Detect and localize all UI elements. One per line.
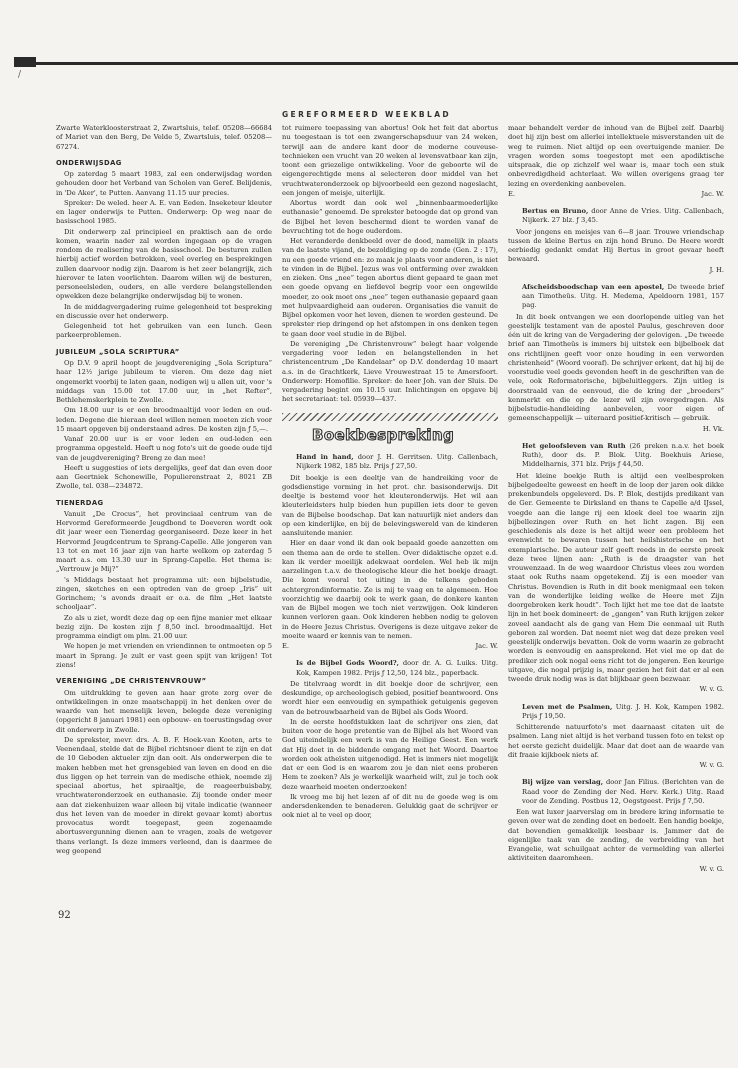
paragraph: In dit boek ontvangen we een doorlopende uitleg van het geestelijk testament van de apostel Paulus, geschreven door één uit de kring van de Vergadering der gelovigen. „De tweede brief aan Timotheüs is immers bij uitstek een bijbelboek dat ons richtlijnen geeft voor onze houding in een verworden christenheid” (Woord vooraf). De schrijver erkent, dat hij bij de voorstudie veel goeds gevonden heeft in de geschriften van de vele, ook Reformatorische, bijbeluitleggers. Zijn uitleg is doorstraald van de eenvoud, die de kring der „broeders” kenmerkt en die op de lezer wil zijn overgedragen. Als bijbelstudie-handleiding aanbevelen, voor eigen of gemeenschappelijk — uiteraard positief-kritisch — gebruik. bbox=[508, 312, 724, 423]
paragraph: Op D.V. 9 april hoopt de jeugdvereniging „Sola Scriptura” haar 12½ jarige jubileum te vieren. Om deze dag niet ongemerkt voorbij te laten gaan, nodigen wij u allen uit, voor 's middags van 15.00 tot 17.00 uur, in „het Refter”, Bethlehemskerkplein te Zwolle. bbox=[56, 359, 272, 404]
section-title: Boekbespreking bbox=[312, 425, 455, 444]
book-meta: Uitg. J. H. Kok, Kampen 1982. Prijs ƒ 19,50. bbox=[522, 702, 724, 720]
paragraph: Schitterende natuurfoto's met daarnaast citaten uit de psalmen. Lang niet altijd is het verband tussen foto en tekst op het eerste gezicht duidelijk. Maar dat doet aan de waarde van dit fraaie kijkboek niets af. bbox=[508, 723, 724, 759]
signature: Jac. W. bbox=[475, 642, 498, 651]
book-title: Hand in hand, bbox=[296, 453, 354, 462]
book-meta: (26 preken n.a.v. het boek Ruth), door ds. P. Blok. Uitg. Boekhuis Ariese, Middelharnis, 371 blz. Prijs ƒ 44,50. bbox=[522, 441, 724, 469]
book-entry bbox=[508, 207, 724, 226]
signature: J. H. bbox=[709, 265, 724, 274]
paragraph: De vereniging „De Christenvrouw” belegt haar volgende vergadering voor leden en belangstellenden in het christencentrum „De Kandelaar” op D.V. donderdag 10 maart a.s. in de Grachtkerk, Lieve Vrouwestraat 15 te Amersfoort. Onderwerp: Homofilie. Spreker: de heer Joh. van der Sluis. De vergadering begint om 10.15 uur. Inlichtingen en opgave bij het secretariaat: tel. 05939—437. bbox=[282, 339, 498, 404]
column-right bbox=[508, 124, 724, 880]
book-meta: door Jan Filius. (Berichten van de Raad voor de Zending der Ned. Herv. Kerk.) Uitg. Raad voor de Zending. Postbus 12, Oegstgeest. Prijs ƒ 7,50. bbox=[522, 778, 724, 805]
heading-tienerdag: TIENERDAG bbox=[56, 498, 104, 507]
book-meta: De tweede brief aan Timotheüs. Uitg. H. Medema, Apeldoorn 1981, 157 pag. bbox=[522, 282, 724, 310]
signature: H. Vk. bbox=[702, 424, 724, 433]
paragraph: Abortus wordt dan ook wel „binnenbaarmoederlijke euthanasie” genoemd. De sprekster betoogde dat op grond van de Bijbel het leven beschermd dient te worden vanaf de bevruchting tot de hoge ouderdom. bbox=[282, 199, 498, 235]
paragraph: Zo als u ziet, wordt deze dag op een fijne manier met elkaar bezig zijn. De kosten zijn ƒ 8,50 incl. broodmaaltijd. Het programma eindigt om plm. 21.00 uur. bbox=[56, 613, 272, 641]
page-top-rule bbox=[14, 62, 738, 65]
book-entry bbox=[508, 778, 724, 806]
paragraph: Op zaterdag 5 maart 1983, zal een onderwijsdag worden gehouden door het Verband van Scholen van Geref. Belijdenis, in 'De Aker', te Putten. Aanvang 11.15 uur precies. bbox=[56, 170, 272, 197]
paragraph: Gelegenheid tot het gebruiken van een lunch. Geen parkeerproblemen. bbox=[56, 322, 272, 340]
book-title: Bij wijze van verslag, bbox=[522, 778, 604, 787]
paragraph: 's Middags bestaat het programma uit: een bijbelstudie, zingen, sketches en een optreden van de groep „Iris” uit Gorinchem; 's avonds draait er o.a. de film „Het laatste schooljaar”. bbox=[56, 575, 272, 612]
corner-mark: / bbox=[18, 70, 22, 80]
signature-initial: E. bbox=[508, 189, 516, 198]
signature: Jac. W. bbox=[701, 189, 724, 198]
decorative-divider bbox=[282, 413, 498, 421]
paragraph: De sprekster, mevr. drs. A. B. F. Hoek-van Kooten, arts te Veenendaal, stelde dat de Bijbel richtsnoer dient te zijn en dat de 10 Geboden aktueler zijn dan ooit. Als onderwerpen die te maken hebben met het grensgebied van leven en dood en die dus liggen op het terrein van de medische ethiek, noemde zij speciaal abortus, het spiraaltje, de reageerbuisbaby, vruchtwateronderzoek en euthanasie. Zij toonde onder meer aan dat ziekenhuizen waar alleen bij vitale indicatie (wanneer dus het leven van de moeder in direkt gevaar komt) abortus provocatus wordt toegepast, geen zogenaamde abortusvergunning dienen aan te vragen, zoals de wetgever thans verlangt. Is deze immers verleend, dan is daarmee de weg geopend bbox=[56, 735, 272, 855]
intro-text: Zwarte Waterkloosterstraat 2, Zwartsluis, telef. 05208—66684 of Mariet van den Berg, De Velde 5, Zwartsluis, telef. 05208—67274. bbox=[56, 124, 272, 151]
paragraph: Om uitdrukking te geven aan haar grote zorg over de ontwikkelingen in onze maatschappij in het denken over de waarde van het menselijk leven, belegde deze vereniging (opgericht 8 januari 1981) een opbouw- en toerustingsdag over dit onderwerp in Zwolle. bbox=[56, 688, 272, 734]
book-title: Leven met de Psalmen, bbox=[522, 702, 613, 711]
signature: W. v. G. bbox=[699, 864, 724, 873]
signature-line bbox=[282, 642, 498, 651]
paragraph: De titelvraag wordt in dit boekje door de schrijver, een deskundige, op archeologisch gebied, positief beantwoord. Ons wordt hier een eenvoudig en sympathiek getuigenis gegeven van de betrouwbaarheid van de Bijbel als Gods Woord. bbox=[282, 679, 498, 716]
paragraph: Het kleine boekje Ruth is altijd een veelbesproken bijbelgedeelte geweest en heeft in de loop der jaren ook dikke prekenbundels opgeleverd. Ds. P. Blok, destijds predikant van de Ger. Gemeente te Dirksland en thans te Capelle a/d IJssel, voegde aan die lange rij een kloek deel toe waarin zijn bijbellezingen over Ruth en het licht zagen. Bij een geschiedenis als deze is het altijd weer een probleem het evenwicht te bewaren tussen het heilshistorische en het exemplarische. De auteur zelf geeft reeds in de eerste preek deze twee lijnen aan: „Ruth is de draagster van het vrouwenzaad. In de weg waardoor Christus vlees zou worden staat ook Ruths naam opgetekend. Zij is een moeder van Christus. Bovendien is Ruth in dit boek menigmaal een teken van de wonderlijke leiding welke de Heere met Zijn doorgebroken kerk houdt”. Toch lijkt het me toe dat de laatste lijn in het boek domineert: de „gangen” van Ruth krijgen zeker zoveel aandacht als de gang van Hem Die eenmaal uit Ruth geboren zal worden. Dat neemt niet weg dat deze preken veel geestelijk onderwijs bevatten. Ook de vorm waarin ze gebracht worden is eenvoudig en aansprekend. Het viel me op dat de prediker zich ook nogal eens richt tot de jongeren. Een keurige uitgave, die nogal prijzig is, maar gezien het feit dat er al een tweede druk nodig was is dat blijkbaar geen bezwaar. bbox=[508, 471, 724, 683]
column-middle bbox=[282, 124, 498, 822]
book-entry bbox=[282, 659, 498, 678]
paragraph: Vanaf 20.00 uur is er voor leden en oud-leden een programma opgesteld. Heeft u nog foto's uit de goede oude tijd van de jeugdvereniging? Breng ze dan mee! bbox=[56, 435, 273, 462]
paragraph: Spreker: De weled. heer A. E. van Eeden. Inseketeur kleuter en lager onderwijs te Putten. Onderwerp: Op weg naar de basisschool 1985. bbox=[56, 198, 272, 226]
paragraph: tot ruimere toepassing van abortus! Ook het feit dat abortus nu toegestaan is tot een zwangerschapsduur van 24 weken, terwijl aan de andere kant door de moderne couveuse-technieken een vrucht van 20 weken al levensvatbaar kan zijn, toont een griezelige ontwikkeling. Voor de geboorte wil de eigengerechtigde mens al selecteren door middel van het vruchtwateronderzoek op bijvoorbeeld een gezond nageslacht, een jongen of meisje, uiterlijk. bbox=[282, 124, 498, 197]
signature-initial: E. bbox=[282, 642, 290, 651]
book-entry bbox=[508, 703, 724, 722]
paragraph: Hier en daar vond ik dan ook bepaald goede aanzetten om een thema aan de orde te stellen. Over didaktische opzet e.d. kan ik verder moeilijk adekwaat oordelen. Wel heb ik mijn aarzelingen t.a.v. de theologische kleur die het boekje draagt. Die komt vooral tot uiting in de telkens geboden achtergrondinformatie. Ze is mij te vaag en te algemeen. Hoe voorzichtig we daarbij ook te werk gaan, de donkere kanten van de Bijbel mogen we toch niet verzwijgen. Ook kinderen kunnen verloren gaan. Ook kinderen hebben nodig te geloven in de Heere Jezus Christus. Overigens is deze uitgave zeker de moeite waard er kennis van te nemen. bbox=[282, 539, 498, 640]
column-left bbox=[56, 124, 272, 857]
paragraph: In de eerste hoofdstukken laat de schrijver ons zien, dat buiten voor de hoge pretentie van de Bijbel als het Woord van God uiteindelijk een werk is van de Heilige Geest. Een werk dat Hij doet in de biddende omgang met het Woord. Daartoe worden ook atheïsten uitgenodigd. Het is immers niet mogelijk dat er een God is en waarom zou je dan niet eens proberen Hem te zoeken? Als je werkelijk waarheid wilt, zul je toch ook deze waarheid moeten onderzoeken! bbox=[282, 717, 498, 791]
paragraph: Het veranderde denkbeeld over de dood, namelijk in plaats van de laatste vijand, de bezoldiging op de zonde (Gen. 2 : 17), nu een goede vriend en: zo maak je plaats voor anderen, is niet te vinden in de Bijbel. Jezus was vol ontferming over zwakken en zieken. Ons „nee” tegen abortus dient gepaard te gaan met een goede opvang en liefdevol begrip voor een ongewilde moeder, zo ook moet ons „nee” tegen euthanasie gepaard gaan met hulpvaardigheid aan ouderen. Organisaties die vanuit de Bijbel opkomen voor het leven, dienen te worden gesteund. De sprekster riep dringend op het afstompen in ons denken tegen te gaan door veel studie in de Bijbel. bbox=[282, 237, 498, 338]
paragraph: Een wat luxer jaarverslag om in bredere kring informatie te geven over wat de zending doet en bedoelt. Een handig boekje, dat bovendien gemakkelijk leesbaar is. Jammer dat de eigenlijke taak van de zending, de verbreiding van het Evangelie, wat schuilgaat achter de vermelding van allerlei aktiviteiten daaromheen. bbox=[508, 808, 724, 863]
book-entry bbox=[282, 453, 498, 472]
signature: W. v. G. bbox=[699, 685, 724, 694]
book-meta: door J. H. Gerritsen. Uitg. Callenbach, Nijkerk 1982, 185 blz. Prijs ƒ 27,50. bbox=[296, 453, 498, 471]
signature: W. v. G. bbox=[699, 761, 724, 769]
book-meta: door dr. A. G. Luiks. Uitg. Kok, Kampen 1982. Prijs ƒ 12,50, 124 blz., paperback. bbox=[296, 659, 498, 677]
page-number: 92 bbox=[58, 910, 71, 921]
paragraph: In de middagvergadering ruime gelegenheid tot bespreking en discussie over het onderwerp. bbox=[56, 302, 272, 320]
paragraph: We hopen je met vrienden en vriendinnen te ontmoeten op 5 maart in Sprang. Je zult er vast geen spijt van krijgen! Tot ziens! bbox=[56, 642, 272, 669]
paragraph: Vanuit „De Crocus”, het provinciaal centrum van de Hervormd Gereformeerde Jeugdbond te Doeveren wordt ook dit jaar weer een Tienerdag georganiseerd. Deze keer in het Hervormd Jeugdcentrum te Sprang-Capelle. Alle jongeren van 13 tot en met 16 jaar zijn van harte welkom op zaterdag 5 maart a.s. om 13.30 uur in Sprang-Capelle. Het thema is: „Vertrouw je Mij?” bbox=[56, 509, 272, 574]
book-title: Bertus en Bruno, bbox=[522, 207, 589, 215]
heading-jubileum: JUBILEUM „SOLA SCRIPTURA” bbox=[56, 347, 180, 356]
paragraph: Voor jongens en meisjes van 6—8 jaar. Trouwe vriendschap tussen de kleine Bertus en zijn hond Bruno. De Heere wordt eerbiedig gedankt omdat Hij Bertus in groot gevaar heeft bewaard. bbox=[508, 227, 724, 264]
book-title: Is de Bijbel Gods Woord?, bbox=[296, 659, 400, 668]
book-title: Afscheidsboodschap van een apostel, bbox=[522, 282, 665, 291]
book-entry bbox=[508, 283, 724, 311]
book-meta: door Anne de Vries. Uitg. Callenbach, Nijkerk. 27 blz. ƒ 3,45. bbox=[522, 207, 724, 225]
paragraph: Dit onderwerp zal principieel en praktisch aan de orde komen, waarin nader zal worden ingegaan op de vragen rondom de realisering van de basisschool. De besturen zullen hierbij actief worden betrokken, veel overleg en besprekingen zullen daarvoor nodig zijn. Daarom is het zeer belangrijk, zich hierover te laten voorlichten. Daarom willen wij de besturen, personeelsleden, ouders, en alle verdere belangstellenden opwekken deze belangrijke onderwijsdag bij te wonen. bbox=[56, 227, 272, 301]
heading-vereniging: VERENIGING „DE CHRISTENVROUW” bbox=[56, 677, 207, 686]
signature-line bbox=[508, 190, 724, 199]
paragraph: Heeft u suggesties of iets dergelijks, geef dat dan even door aan Geertniek Schonewille, Populierenstraat 2, 8021 ZB Zwolle, tel. 038—234872. bbox=[56, 463, 272, 491]
paragraph: Dit boekje is een deeltje van de handreiking voor de godsdienstige vorming in het prot. chr. basisonderwijs. Dit deeltje is bestemd voor het kleuteronderwijs. Het wil aan kleuterleidsters hulp bieden hun pupillen iets door te geven van de Bijbelse boodschap. Dat kan natuurlijk niet anders dan op een kinderlijke, en bij de belevingswereld van de kinderen aansluitende manier. bbox=[282, 473, 498, 538]
paragraph: Om 18.00 uur is er een broodmaaltijd voor leden en oud-leden. Degene die hieraan deel willen nemen moeten zich voor 15 maart opgeven bij onderstaand adres. De kosten zijn ƒ 5,—. bbox=[56, 406, 272, 433]
book-title: Het geloofsleven van Ruth bbox=[522, 441, 626, 450]
paragraph: maar behandelt verder de inhoud van de Bijbel zelf. Daarbij doet hij zijn best om allerlei intellektuele misverstanden uit de weg te ruimen. Niet altijd op een overtuigende manier. De vragen worden soms toegestopt met een apodiktische uitspraak, die op zichzelf wel waar is, maar toch een stuk onbevredigdheid achterlaat. We willen overigens graag ter lezing en overdenking aanbevelen. bbox=[508, 124, 724, 188]
book-entry bbox=[508, 442, 724, 470]
heading-onderwijsdag: ONDERWIJSDAG bbox=[56, 158, 122, 167]
running-head: GEREFORMEERD WEEKBLAD bbox=[282, 110, 452, 119]
paragraph: Ik vroeg me bij het lezen af of dit nu de goede weg is om andersdenkenden te benaderen. Gelukkig gaat de schrijver er ook niet al te veel op door, bbox=[282, 792, 498, 820]
